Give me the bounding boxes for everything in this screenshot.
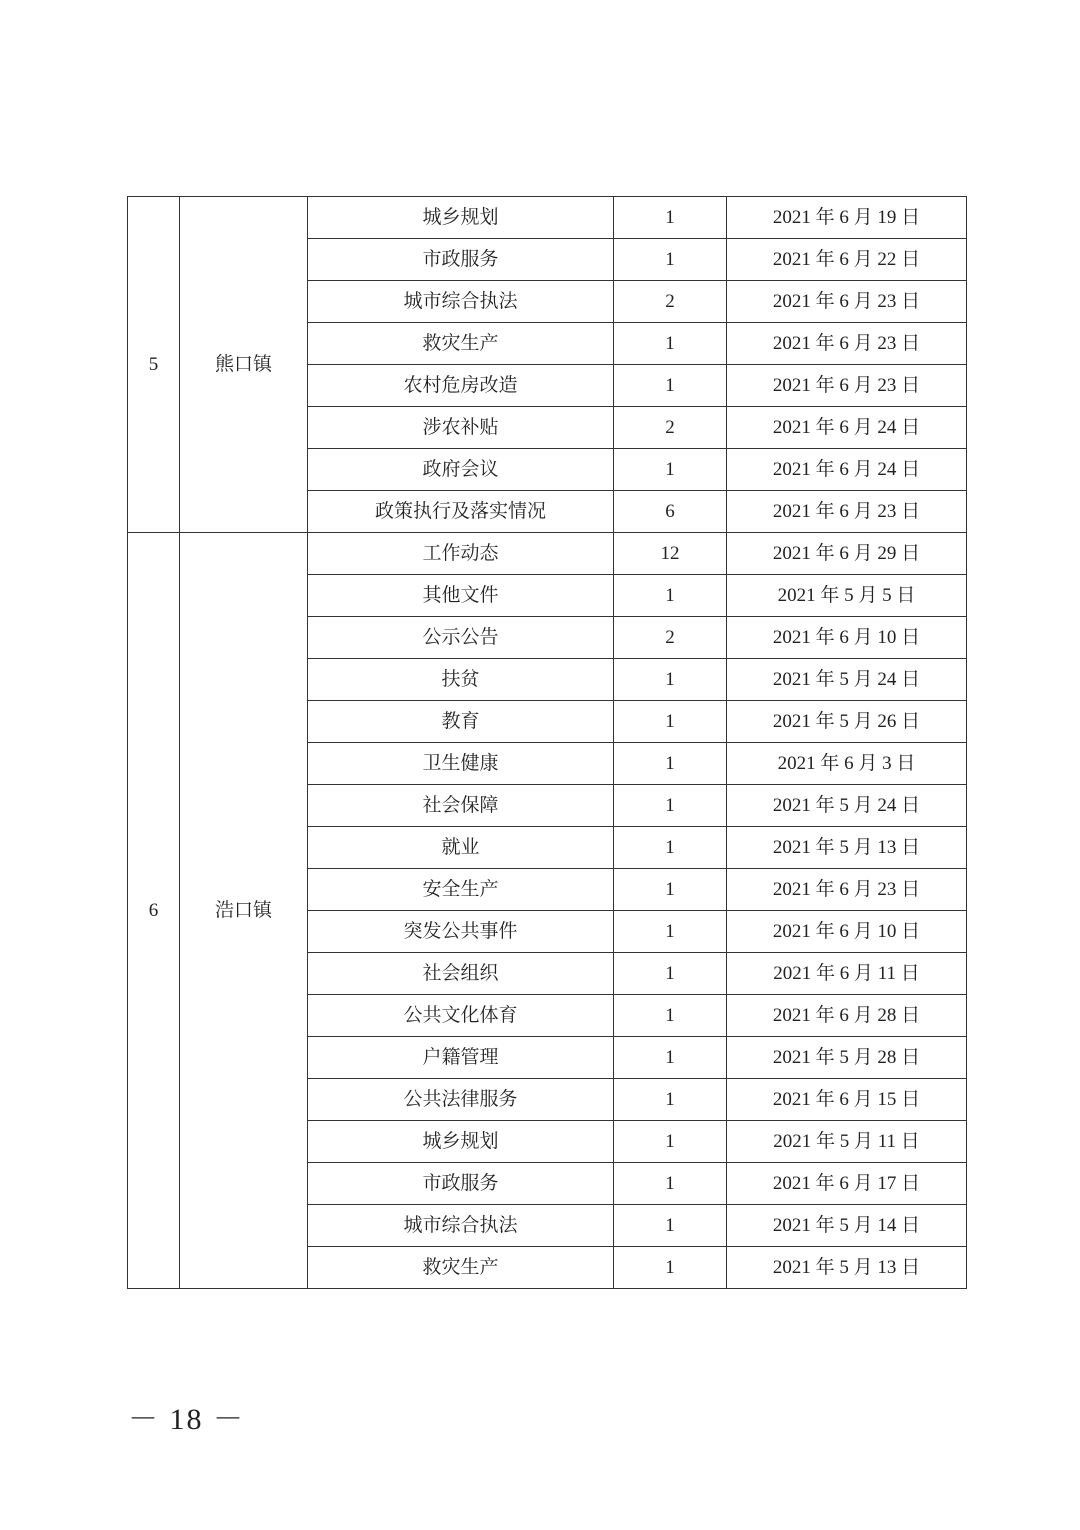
count-cell: 1 — [614, 953, 727, 995]
item-name-cell: 户籍管理 — [308, 1037, 614, 1079]
count-cell: 1 — [614, 743, 727, 785]
table-row — [128, 197, 967, 239]
count-cell: 1 — [614, 911, 727, 953]
date-cell: 2021 年 6 月 11 日 — [727, 953, 967, 995]
date-cell: 2021 年 5 月 24 日 — [727, 785, 967, 827]
page-number: － 18 － — [128, 1403, 245, 1436]
item-name-cell: 安全生产 — [308, 869, 614, 911]
count-cell: 1 — [614, 995, 727, 1037]
item-name-cell: 政策执行及落实情况 — [308, 491, 614, 533]
item-name-cell: 城市综合执法 — [308, 281, 614, 323]
date-cell: 2021 年 5 月 24 日 — [727, 659, 967, 701]
date-cell: 2021 年 6 月 10 日 — [727, 617, 967, 659]
item-name-cell: 突发公共事件 — [308, 911, 614, 953]
count-cell: 1 — [614, 449, 727, 491]
item-name-cell: 市政服务 — [308, 239, 614, 281]
count-cell: 1 — [614, 365, 727, 407]
item-name-cell: 扶贫 — [308, 659, 614, 701]
item-name-cell: 救灾生产 — [308, 1247, 614, 1289]
date-cell: 2021 年 6 月 24 日 — [727, 449, 967, 491]
count-cell: 1 — [614, 659, 727, 701]
item-name-cell: 公共文化体育 — [308, 995, 614, 1037]
date-cell: 2021 年 6 月 17 日 — [727, 1163, 967, 1205]
count-cell: 2 — [614, 617, 727, 659]
count-cell: 1 — [614, 1247, 727, 1289]
count-cell: 2 — [614, 281, 727, 323]
item-name-cell: 市政服务 — [308, 1163, 614, 1205]
item-name-cell: 涉农补贴 — [308, 407, 614, 449]
count-cell: 1 — [614, 197, 727, 239]
count-cell: 1 — [614, 1205, 727, 1247]
count-cell: 1 — [614, 1121, 727, 1163]
date-cell: 2021 年 5 月 26 日 — [727, 701, 967, 743]
count-cell: 1 — [614, 239, 727, 281]
date-cell: 2021 年 5 月 13 日 — [727, 827, 967, 869]
table-row — [128, 533, 967, 575]
date-cell: 2021 年 6 月 24 日 — [727, 407, 967, 449]
date-cell: 2021 年 6 月 29 日 — [727, 533, 967, 575]
item-name-cell: 救灾生产 — [308, 323, 614, 365]
date-cell: 2021 年 6 月 23 日 — [727, 281, 967, 323]
date-cell: 2021 年 6 月 23 日 — [727, 365, 967, 407]
date-cell: 2021 年 6 月 3 日 — [727, 743, 967, 785]
item-name-cell: 公共法律服务 — [308, 1079, 614, 1121]
item-name-cell: 社会保障 — [308, 785, 614, 827]
count-cell: 12 — [614, 533, 727, 575]
item-name-cell: 其他文件 — [308, 575, 614, 617]
count-cell: 1 — [614, 1163, 727, 1205]
date-cell: 2021 年 5 月 28 日 — [727, 1037, 967, 1079]
group-index-cell: 6 — [128, 533, 180, 1289]
table-body — [128, 197, 967, 1289]
count-cell: 1 — [614, 1079, 727, 1121]
count-cell: 1 — [614, 1037, 727, 1079]
count-cell: 1 — [614, 575, 727, 617]
group-index-cell: 5 — [128, 197, 180, 533]
town-name-cell: 熊口镇 — [180, 197, 308, 533]
date-cell: 2021 年 6 月 23 日 — [727, 323, 967, 365]
count-cell: 1 — [614, 827, 727, 869]
item-name-cell: 公示公告 — [308, 617, 614, 659]
item-name-cell: 就业 — [308, 827, 614, 869]
item-name-cell: 政府会议 — [308, 449, 614, 491]
date-cell: 2021 年 6 月 10 日 — [727, 911, 967, 953]
date-cell: 2021 年 5 月 5 日 — [727, 575, 967, 617]
date-cell: 2021 年 6 月 23 日 — [727, 491, 967, 533]
item-name-cell: 城乡规划 — [308, 1121, 614, 1163]
date-cell: 2021 年 6 月 15 日 — [727, 1079, 967, 1121]
date-cell: 2021 年 5 月 11 日 — [727, 1121, 967, 1163]
count-cell: 1 — [614, 869, 727, 911]
item-name-cell: 工作动态 — [308, 533, 614, 575]
item-name-cell: 城市综合执法 — [308, 1205, 614, 1247]
item-name-cell: 农村危房改造 — [308, 365, 614, 407]
count-cell: 1 — [614, 701, 727, 743]
disclosure-table — [127, 196, 967, 1289]
date-cell: 2021 年 6 月 23 日 — [727, 869, 967, 911]
count-cell: 1 — [614, 323, 727, 365]
date-cell: 2021 年 6 月 28 日 — [727, 995, 967, 1037]
item-name-cell: 社会组织 — [308, 953, 614, 995]
date-cell: 2021 年 6 月 22 日 — [727, 239, 967, 281]
date-cell: 2021 年 5 月 14 日 — [727, 1205, 967, 1247]
town-name-cell: 浩口镇 — [180, 533, 308, 1289]
item-name-cell: 城乡规划 — [308, 197, 614, 239]
count-cell: 1 — [614, 785, 727, 827]
count-cell: 2 — [614, 407, 727, 449]
count-cell: 6 — [614, 491, 727, 533]
date-cell: 2021 年 5 月 13 日 — [727, 1247, 967, 1289]
date-cell: 2021 年 6 月 19 日 — [727, 197, 967, 239]
item-name-cell: 教育 — [308, 701, 614, 743]
item-name-cell: 卫生健康 — [308, 743, 614, 785]
